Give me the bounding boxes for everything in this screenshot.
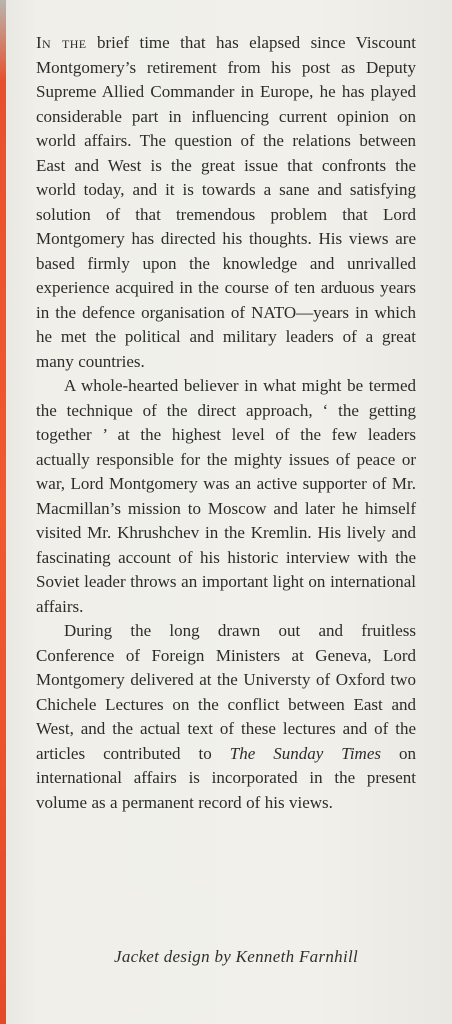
paragraph-three-second-part: on international affairs is incorporated in the present volume as a permanent record of his views. — [36, 743, 417, 812]
geneva-oxford-paragraph — [36, 619, 416, 815]
red-cover-edge — [0, 0, 6, 1024]
jacket-design-credit: Jacket design by Kenneth Farnhill — [113, 947, 359, 966]
small-caps-lead-in: In the — [36, 33, 87, 52]
flap-description — [36, 31, 416, 815]
paragraph-three-first-part: During the long drawn out and fruitless Conference of Foreign Ministers at Geneva, Lord Montgomery delivered at the Universty of Oxford two Chichele Lectures on the conflict between East and West, and the actual text of these lectures and of the articles contributed to — [36, 621, 416, 763]
intro-paragraph — [36, 31, 416, 374]
intro-paragraph-text: brief time that has elapsed since Viscount Montgomery’s retirement from his post as Deputy Supreme Allied Commander in Europe, he has played considerable part in influencing current opinion on world affairs. The question of the relations between East and West is the great issue that confronts the world today, and it is towards a sane and satisfying solution of that tremendous problem that Lord Montgomery has directed his thoughts. His views are based firmly upon the knowledge and unrivalled experience acquired in the course of ten arduous years in the defence organisation of NATO—years in which he met the political and military leaders of a great many countries. — [36, 33, 416, 371]
direct-approach-paragraph: A whole-hearted believer in what might be termed the technique of the direct approach, ‘ the getting together ’ at the highest level of the few leaders actually responsible for the mighty issues of peace or war, Lord Montgomery was an active supporter of Mr. Macmillan’s mission to Moscow and later he himself visited Mr. Khrushchev in the Kremlin. His lively and fascinating account of his historic interview with the Soviet leader throws an important light on international affairs. — [36, 376, 416, 616]
newspaper-title: The Sunday Times — [229, 743, 381, 763]
